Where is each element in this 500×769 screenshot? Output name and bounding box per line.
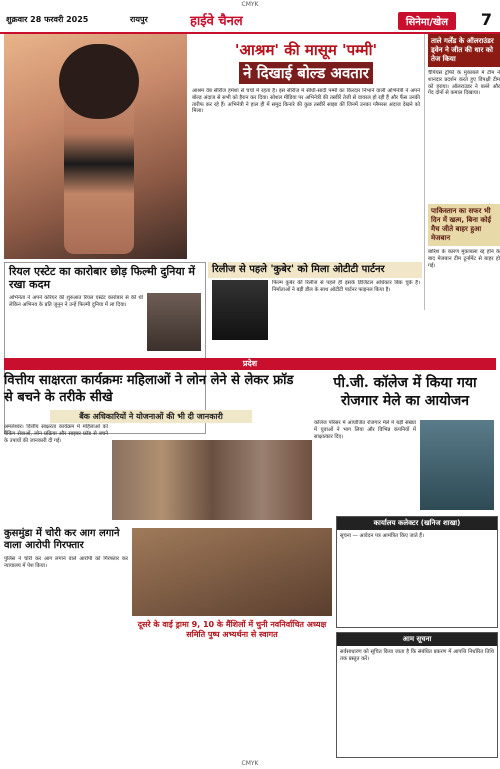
notice-ad-1-body: सूचना — आवेदन पत्र आमंत्रित किए जाते हैं। (340, 533, 425, 539)
right-column-headline-1: ताले गर्लेंड के ऑलराउंडर ड्वेन ने जीत की धार को तेज किया (428, 34, 500, 67)
lead-body: आश्रम वेब सीरीज हमेशा से चर्चा में रहता है। इस सीरीज में सीधी-सादी पम्मी का किरदार निभाने वाली अभिनेत्री ने अपने बोल्ड अंदाज से सभी को हैरान कर दिया। सोशल मीडिया पर अभिनेत्री की तस्वीरें तेजी से वायरल हो रही हैं और फैंस उनकी तारीफ कर रहे हैं। अभिनेत्री ने हाल ही में समुद्र किनारे की कुछ तस्वीरें साझा कीं जिनमें उनका ग्लैमरस अंदाज देखने को मिला। (192, 88, 420, 115)
finance-event-photo (112, 440, 312, 520)
notice-ad-2 (336, 632, 498, 758)
story-finance-subhead: बैंक अधिकारियों ने योजनाओं की भी दी जानकारी (50, 410, 252, 423)
lead-photo (4, 34, 187, 259)
issue-date: शुक्रवार 28 फरवरी 2025 (6, 15, 89, 24)
exam-event-photo (132, 528, 332, 616)
actor-photo (147, 293, 201, 351)
cmyk-marker-top: CMYK (241, 1, 259, 8)
story-exam-body (132, 644, 332, 754)
story-real-estate (4, 262, 206, 434)
story-finance-headline: वित्तीय साक्षरता कार्यक्रमः महिलाओं ने लोन लेने से लेकर फ्रॉड से बचने के तरीके सीखे (4, 373, 294, 405)
page-number: 7 (480, 10, 492, 29)
lead-headline-line-1: 'आश्रम' की मासूम 'पम्मी' (234, 41, 378, 59)
kuber-photo (212, 280, 268, 340)
notice-ad-1 (336, 516, 498, 628)
section-label: सिनेमा/खेल (398, 12, 456, 30)
right-column-body-2: बारिश के कारण मुकाबला रद्द होने के बाद मेजबान टीम टूर्नामेंट से बाहर हो गई। (428, 249, 500, 269)
story-real-estate-body: अभिनेता ने अपने करियर की शुरुआत रियल एस्टेट कारोबार से की थी लेकिन अभिनय के प्रति जुनून ने उन्हें फिल्मी दुनिया में ला दिया। (9, 295, 143, 308)
notice-ad-2-title: आम सूचना (337, 633, 497, 646)
lead-headline-line-2: ने दिखाई बोल्ड अवतार (239, 62, 373, 84)
notice-ad-1-title: कार्यालय कलेक्टर (खनिज शाखा) (337, 517, 497, 530)
lead-headline (192, 40, 420, 84)
story-kuber-body: फिल्म कुबेर की रिलीज से पहले ही इसके डिजिटल अधिकार बिक चुके हैं। निर्माताओं ने बड़ी डील के साथ ओटीटी पार्टनर फाइनल किया है। (272, 280, 420, 293)
story-finance-body: अमलेश्वर। वित्तीय साक्षरता कार्यक्रम में महिलाओं को बैंकिंग सेवाओं, लोन प्रक्रिया और साइबर फ्रॉड से बचने के उपायों की जानकारी दी गई। (4, 424, 108, 444)
section-bar-pradesh: प्रदेश (4, 358, 496, 370)
edition-city: रायपुर (130, 15, 148, 24)
job-fair-photo (420, 420, 494, 510)
right-column-headline-2: पाकिस्तान का सफर भी दिन में खत्म, बिना कोई मैच जीते बाहर हुआ मेजबान (428, 204, 500, 246)
story-kuber-headline: रिलीज से पहले 'कुबेर' को मिला ओटीटी पार्टनर (208, 262, 422, 278)
cmyk-marker-bottom: CMYK (241, 760, 259, 767)
story-exam-headline: दूसरे के वाई ड्रामा 9, 10 के मैंशिलों में चुनी नवनिर्वाचित अध्यक्ष समिति पुष्प अभ्यर्थना से स्वागत (137, 620, 327, 639)
story-real-estate-headline: रियल एस्टेट का कारोबार छोड़ फिल्मी दुनिया में रखा कदम (9, 265, 195, 291)
story-job-headline: पी.जी. कॉलेज में किया गया रोजगार मेले का आयोजन (333, 375, 477, 409)
notice-ad-2-body: सर्वसाधारण को सूचित किया जाता है कि संबंधित प्रकरण में आपत्ति निर्धारित तिथि तक प्रस्तुत करें। (340, 649, 494, 662)
story-job-body: कॉलेज परिसर में आयोजित रोजगार मेले में बड़ी संख्या में युवाओं ने भाग लिया और विभिन्न कंपनियों में साक्षात्कार दिए। (314, 420, 416, 440)
right-column-body-1: चैंपियंस ट्रॉफी के मुकाबले में टीम ने शानदार प्रदर्शन करते हुए विपक्षी टीम को हराया। ऑलराउंडर ने बल्ले और गेंद दोनों से कमाल दिखाया। (428, 70, 500, 97)
right-column (424, 34, 500, 310)
newspaper-brand: हाईवे चैनल (190, 14, 243, 29)
story-fire-headline: कुसमुंडा में चोरी कर आग लगाने वाला आरोपी गिरफ्तार (4, 528, 120, 551)
masthead (0, 10, 500, 34)
actress-hair (59, 44, 139, 119)
story-fire-body: पुलिस ने चोरी कर आग लगाने वाले आरोपी को गिरफ्तार कर न्यायालय में पेश किया। (4, 556, 128, 569)
